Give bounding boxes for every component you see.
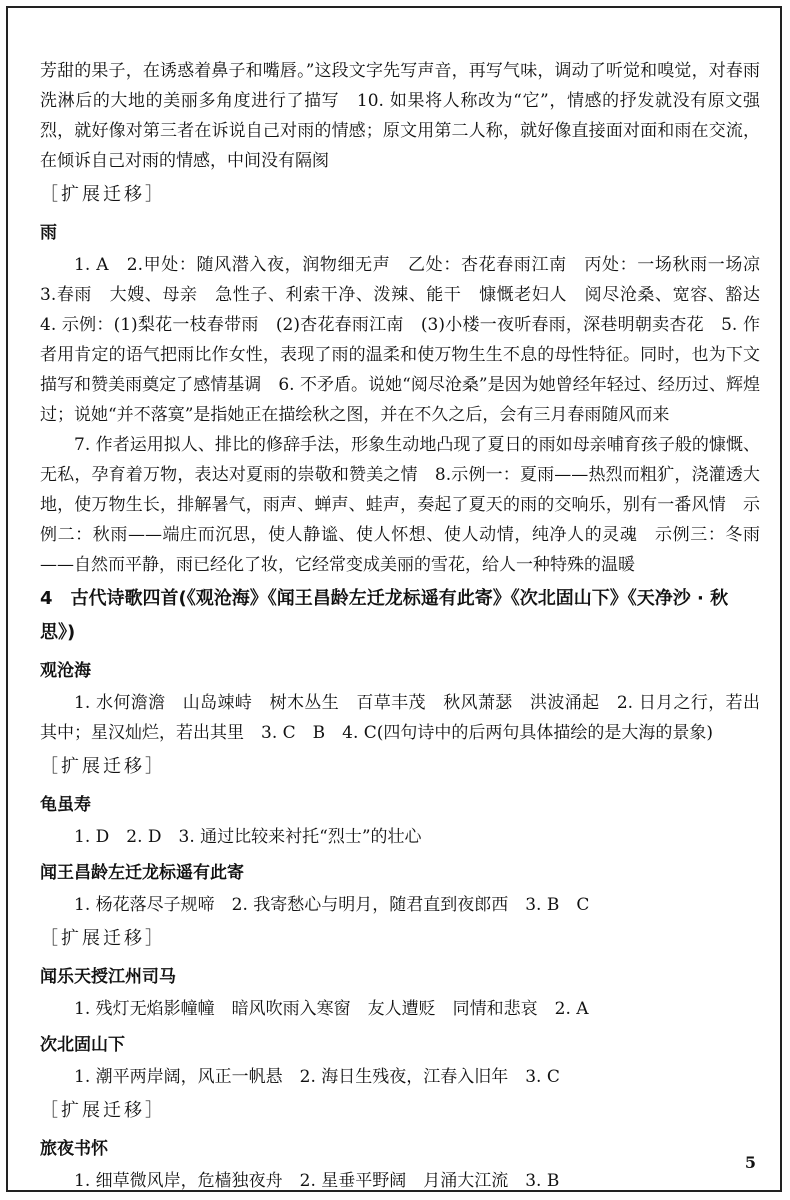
rain-answers-2: 7. 作者运用拟人、排比的修辞手法，形象生动地凸现了夏日的雨如母亲哺育孩子般的慷慨、无私，孕育着万物，表达对夏雨的崇敬和赞美之情 8.示例一：夏雨——热烈而粗犷，浇灌透大地，使万物生长，排解暑气，雨声、蝉声、蛙声，奏起了夏天的雨的交响乐，别有一番风情 示例二：秋雨——端庄而沉思，使人静谧、使人怀想、使人动情，纯净人的灵魂 示例三：冬雨——自然而平静，雨已经化了妆，它经常变成美丽的雪花，给人一种特殊的温暖	[40, 435, 760, 575]
page-number: 5	[744, 1153, 756, 1172]
ci-title: 次北固山下	[40, 1035, 125, 1055]
extension-heading-4: ［扩展迁移］	[40, 1100, 166, 1121]
guan-answers: 1. 水何澹澹 山岛竦峙 树木丛生 百草丰茂 秋风萧瑟 洪波涌起 2. 日月之行，若出其中；星汉灿烂，若出其里 3. C B 4. C(四句诗中的后两句具体描绘的是大海的景象)	[40, 693, 760, 743]
wen-title: 闻王昌龄左迁龙标遥有此寄	[40, 863, 244, 883]
document-body	[40, 56, 777, 1196]
extension-heading-3: ［扩展迁移］	[40, 928, 166, 949]
extension-heading-2: ［扩展迁移］	[40, 756, 166, 777]
ci-answers: 1. 潮平两岸阔，风正一帆悬 2. 海日生残夜，江春入旧年 3. C	[74, 1067, 560, 1087]
section-4-title: 4 古代诗歌四首(《观沧海》《闻王昌龄左迁龙标遥有此寄》《次北固山下》《天净沙 · 秋思》)	[40, 588, 729, 643]
gui-answers: 1. D 2. D 3. 通过比较来衬托“烈士”的壮心	[74, 827, 422, 847]
lv-title: 旅夜书怀	[40, 1139, 108, 1159]
intro-paragraph: 芳甜的果子，在诱惑着鼻子和嘴唇。”这段文字先写声音，再写气味，调动了听觉和嗅觉，对春雨洗淋后的大地的美丽多角度进行了描写 10. 如果将人称改为“它”，情感的抒发就没有原文强烈，就好像对第三者在诉说自己对雨的情感；原文用第二人称，就好像直接面对面和雨在交流，在倾诉自己对雨的情感，中间没有隔阂	[40, 61, 760, 171]
wen-answers: 1. 杨花落尽子规啼 2. 我寄愁心与明月，随君直到夜郎西 3. B C	[74, 895, 590, 915]
rain-answers-1: 1. A 2.甲处：随风潜入夜，润物细无声 乙处：杏花春雨江南 丙处：一场秋雨一场凉 3.春雨 大嫂、母亲 急性子、利索干净、泼辣、能干 慷慨老妇人 阅尽沧桑、宽容、豁达 4. 示例：(1)梨花一枝春带雨 (2)杏花春雨江南 (3)小楼一夜听春雨，深巷明朝卖杏花 5. 作者用肯定的语气把雨比作女性，表现了雨的温柔和使万物生生不息的母性特征。同时，也为下文描写和赞美雨奠定了感情基调 6. 不矛盾。说她“阅尽沧桑”是因为她曾经年轻过、经历过、辉煌过；说她“并不落寞”是指她正在描绘秋之图，并在不久之后，会有三月春雨随风而来	[40, 255, 777, 425]
lv-answers: 1. 细草微风岸，危樯独夜舟 2. 星垂平野阔 月涌大江流 3. B	[74, 1171, 560, 1191]
guan-title: 观沧海	[40, 661, 91, 681]
rain-title: 雨	[40, 223, 57, 243]
wenle-answers: 1. 残灯无焰影幢幢 暗风吹雨入寒窗 友人遭贬 同情和悲哀 2. A	[74, 999, 589, 1019]
extension-heading-1: ［扩展迁移］	[40, 184, 166, 205]
gui-title: 龟虽寿	[40, 795, 91, 815]
wenle-title: 闻乐天授江州司马	[40, 967, 176, 987]
